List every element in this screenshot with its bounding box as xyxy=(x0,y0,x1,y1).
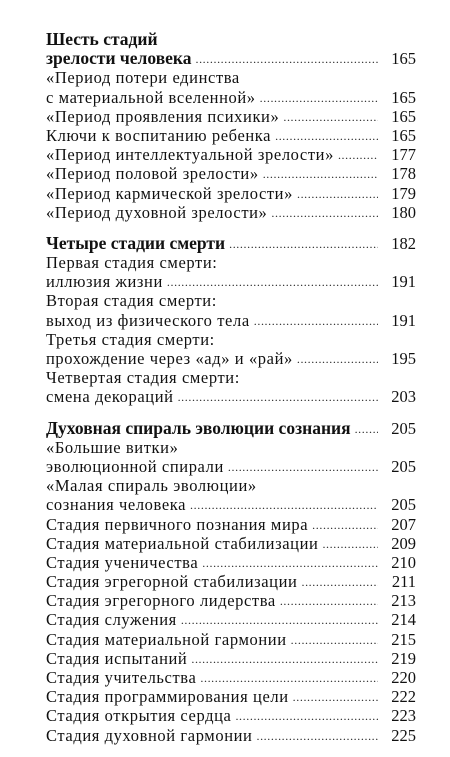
toc-entry-row xyxy=(46,164,416,183)
toc-entry-title: выход из физического тела xyxy=(46,310,250,330)
table-of-contents xyxy=(46,30,416,757)
toc-entry-title: Ключи к воспитанию ребенка xyxy=(46,125,272,145)
dot-leader xyxy=(271,204,378,223)
toc-chapter-entry[interactable] xyxy=(46,30,416,68)
toc-entry-title: иллюзия жизни xyxy=(46,272,163,292)
page-number: 191 xyxy=(391,310,416,330)
toc-entry-title: Стадия эгрегорного лидерства xyxy=(46,591,276,611)
toc-entry-title: «Период проявления психики» xyxy=(46,106,280,126)
dot-leader xyxy=(263,165,378,184)
page-number: 205 xyxy=(391,456,416,476)
toc-entry[interactable] xyxy=(46,591,416,610)
toc-entry-row xyxy=(46,706,416,725)
toc-section xyxy=(46,234,416,407)
toc-entry[interactable] xyxy=(46,630,416,649)
page-number: 195 xyxy=(391,349,416,368)
toc-entry[interactable] xyxy=(46,291,416,329)
toc-section xyxy=(46,419,416,745)
toc-entry-title: сознания человека xyxy=(46,495,187,515)
toc-entry-row xyxy=(46,184,416,203)
toc-entry-title: Стадия служения xyxy=(46,610,177,630)
dot-leader xyxy=(297,185,378,204)
toc-entry-row xyxy=(46,126,416,145)
toc-entry[interactable] xyxy=(46,438,416,476)
toc-chapter-entry[interactable] xyxy=(46,419,416,438)
toc-entry[interactable] xyxy=(46,184,416,203)
toc-entry[interactable] xyxy=(46,553,416,572)
dot-leader xyxy=(322,535,378,554)
dot-leader xyxy=(256,727,378,746)
toc-entry[interactable] xyxy=(46,726,416,745)
toc-entry-row xyxy=(46,88,416,107)
toc-entry[interactable] xyxy=(46,253,416,291)
toc-entry[interactable] xyxy=(46,610,416,629)
dot-leader xyxy=(181,611,378,630)
toc-entry[interactable] xyxy=(46,164,416,183)
page-number: 220 xyxy=(391,668,416,687)
dot-leader xyxy=(297,350,378,369)
toc-entry-row xyxy=(46,687,416,706)
toc-entry-title: Стадия духовной гармонии xyxy=(46,725,253,745)
toc-entry-title-line: Третья стадия смерти: xyxy=(46,329,215,349)
toc-entry-row xyxy=(46,668,416,687)
page-number: 207 xyxy=(391,514,416,534)
toc-entry-title: Стадия эгрегорной стабилизации xyxy=(46,572,298,592)
toc-entry-row xyxy=(46,457,416,476)
page-number: 179 xyxy=(391,183,416,203)
toc-entry-row xyxy=(46,387,416,406)
page-number: 203 xyxy=(391,387,416,407)
dot-leader xyxy=(293,688,378,707)
toc-section xyxy=(46,30,416,222)
dot-leader xyxy=(190,496,378,515)
toc-entry-title-line: Вторая стадия смерти: xyxy=(46,291,217,311)
dot-leader xyxy=(229,235,378,254)
page-number: 178 xyxy=(391,164,416,184)
toc-entry[interactable] xyxy=(46,572,416,591)
toc-entry-title-line: «Большие витки» xyxy=(46,437,179,457)
toc-entry-row xyxy=(46,591,416,610)
toc-entry[interactable] xyxy=(46,476,416,514)
dot-leader xyxy=(283,108,378,127)
toc-entry-row xyxy=(46,726,416,745)
toc-entry-title: с материальной вселенной» xyxy=(46,87,256,107)
dot-leader xyxy=(195,50,378,69)
toc-entry-title: Стадия испытаний xyxy=(46,648,188,668)
page-number: 210 xyxy=(391,552,416,572)
toc-entry-title: эволюционной спирали xyxy=(46,456,224,476)
toc-chapter-entry[interactable] xyxy=(46,234,416,253)
page-number: 222 xyxy=(391,687,416,707)
toc-entry-row xyxy=(46,107,416,126)
toc-entry-title: прохождение через «ад» и «рай» xyxy=(46,349,293,368)
dot-leader xyxy=(167,273,378,292)
page-number: 225 xyxy=(391,725,416,745)
dot-leader xyxy=(202,554,378,573)
page-number: 205 xyxy=(391,418,416,438)
toc-entry-title: Четыре стадии смерти xyxy=(46,232,226,253)
dot-leader xyxy=(260,89,378,108)
page-number: 214 xyxy=(391,610,416,630)
toc-entry-row xyxy=(46,145,416,164)
toc-entry-title: Стадия учительства xyxy=(46,668,197,687)
toc-entry-row xyxy=(46,534,416,553)
toc-entry-title: «Период интеллектуальной зрелости» xyxy=(46,145,334,165)
dot-leader xyxy=(275,127,378,146)
toc-entry-title: «Период половой зрелости» xyxy=(46,164,259,184)
toc-entry-row xyxy=(46,49,416,68)
toc-entry[interactable] xyxy=(46,68,416,106)
page-number: 165 xyxy=(391,49,416,69)
page-number: 219 xyxy=(391,648,416,668)
toc-entry-title: смена декораций xyxy=(46,387,174,407)
toc-entry-title: зрелости человека xyxy=(46,48,192,69)
toc-entry-title: Стадия материальной гармонии xyxy=(46,629,287,649)
toc-entry-title-line: «Малая спираль эволюции» xyxy=(46,476,257,496)
toc-entry-row xyxy=(46,419,416,438)
dot-leader xyxy=(291,631,378,650)
toc-entry-row xyxy=(46,495,416,514)
dot-leader xyxy=(301,573,378,592)
toc-entry-title-line: «Период потери единства xyxy=(46,68,240,88)
toc-entry[interactable] xyxy=(46,515,416,534)
toc-entry[interactable] xyxy=(46,368,416,406)
toc-entry-row xyxy=(46,349,416,368)
toc-entry-title: Стадия материальной стабилизации xyxy=(46,533,319,553)
toc-entry-row xyxy=(46,203,416,222)
toc-entry-row xyxy=(46,553,416,572)
page-number: 209 xyxy=(391,533,416,553)
page-number: 223 xyxy=(391,706,416,726)
dot-leader xyxy=(191,650,378,669)
toc-entry-title: Духовная спираль эволюции сознания xyxy=(46,417,351,438)
dot-leader xyxy=(228,458,378,477)
dot-leader xyxy=(338,146,378,165)
toc-entry[interactable] xyxy=(46,534,416,553)
page-number: 213 xyxy=(391,591,416,611)
toc-entry-row xyxy=(46,649,416,668)
toc-entry-title: Стадия программирования цели xyxy=(46,687,289,707)
toc-entry[interactable] xyxy=(46,668,416,687)
toc-entry-title: «Период духовной зрелости» xyxy=(46,202,268,222)
toc-entry[interactable] xyxy=(46,203,416,222)
toc-entry-title-line: Шесть стадий xyxy=(46,29,158,49)
page-number: 215 xyxy=(391,629,416,649)
toc-entry-row xyxy=(46,234,416,253)
dot-leader xyxy=(235,707,378,726)
page-number: 182 xyxy=(391,233,416,253)
toc-entry-row xyxy=(46,630,416,649)
page-number: 165 xyxy=(391,106,416,126)
page-number: 165 xyxy=(391,87,416,107)
dot-leader xyxy=(312,516,378,535)
dot-leader xyxy=(254,312,378,331)
page-number: 205 xyxy=(391,495,416,515)
toc-entry[interactable] xyxy=(46,145,416,164)
dot-leader xyxy=(200,669,378,688)
toc-entry-title: Стадия открытия сердца xyxy=(46,706,232,726)
toc-entry[interactable] xyxy=(46,330,416,368)
toc-entry-row xyxy=(46,311,416,330)
toc-entry[interactable] xyxy=(46,706,416,725)
page-number: 177 xyxy=(391,145,416,165)
toc-entry-title-line: Первая стадия смерти: xyxy=(46,253,218,273)
toc-entry-row xyxy=(46,272,416,291)
toc-entry-title: «Период кармической зрелости» xyxy=(46,183,293,203)
toc-entry[interactable] xyxy=(46,126,416,145)
toc-entry-title: Стадия первичного познания мира xyxy=(46,514,309,534)
toc-entry[interactable] xyxy=(46,649,416,668)
dot-leader xyxy=(355,420,378,439)
toc-entry-row xyxy=(46,610,416,629)
toc-entry-row xyxy=(46,572,416,591)
page-number: 180 xyxy=(391,202,416,222)
dot-leader xyxy=(178,388,378,407)
page-number: 191 xyxy=(391,272,416,292)
toc-entry[interactable] xyxy=(46,107,416,126)
toc-entry-title-line: Четвертая стадия смерти: xyxy=(46,368,240,388)
page-number: 211 xyxy=(391,572,416,592)
page-number: 165 xyxy=(391,125,416,145)
toc-entry[interactable] xyxy=(46,687,416,706)
toc-entry-row xyxy=(46,515,416,534)
toc-entry-title: Стадия ученичества xyxy=(46,552,199,572)
dot-leader xyxy=(280,592,378,611)
